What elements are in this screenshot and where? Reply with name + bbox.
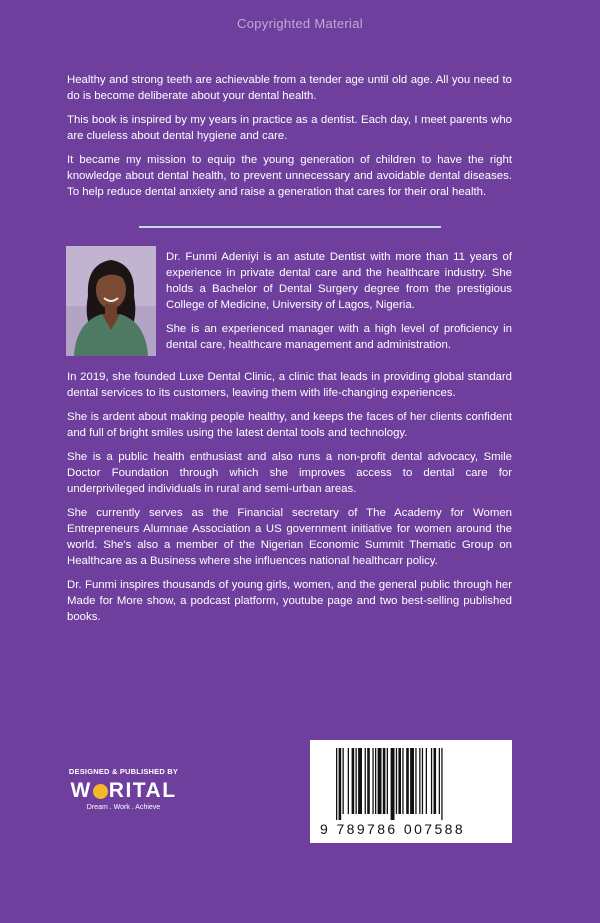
- bio-paragraph: Dr. Funmi Adeniyi is an astute Dentist with more than 11 years of experience in private dental care and the healthcare industry. She holds a Bachelor of Dental Surgery degree from the prestigious College of Medicine, University of Lagos, Nigeria.: [166, 251, 512, 311]
- smiley-logo-icon: [93, 784, 108, 799]
- author-photo: [66, 246, 156, 356]
- bio-paragraph: She is a public health enthusiast and also runs a non-profit dental advocacy, Smile Doctor Foundation through which she improves access to dental care for underprivileged individuals in rural and semi-urban areas.: [67, 451, 512, 495]
- isbn-number: 9 789786 007588: [320, 821, 465, 837]
- publisher-logo-left: W: [70, 779, 92, 802]
- author-bio-intro: [166, 249, 512, 361]
- publisher-block: [66, 767, 181, 811]
- intro-section: [67, 72, 512, 208]
- intro-paragraph: Healthy and strong teeth are achievable from a tender age until old age. All you need to do is become deliberate about your dental health.: [67, 74, 512, 102]
- intro-paragraph: This book is inspired by my years in practice as a dentist. Each day, I meet parents who are clueless about dental hygiene and care.: [67, 114, 512, 142]
- publisher-label: DESIGNED & PUBLISHED BY: [68, 767, 179, 776]
- publisher-logo-right: RITAL: [108, 779, 177, 802]
- bio-paragraph: She is ardent about making people healthy, and keeps the faces of her clients confident and full of bright smiles using the latest dental tools and technology.: [67, 411, 512, 439]
- bio-paragraph: In 2019, she founded Luxe Dental Clinic, a clinic that leads in providing global standard dental services to its customers, leaving them with life-changing experiences.: [67, 371, 512, 399]
- isbn-barcode: [310, 740, 512, 843]
- intro-paragraph: It became my mission to equip the young generation of children to have the right knowledge about dental health, to prevent unnecessary and avoidable dental diseases. To help reduce dental anxiety and raise a generation that cares for their oral health.: [67, 154, 512, 198]
- bio-paragraph: She is an experienced manager with a high level of proficiency in dental care, healthcare management and administration.: [166, 323, 512, 351]
- bio-paragraph: She currently serves as the Financial secretary of The Academy for Women Entrepreneurs Alumnae Association a US government initiative for women around the world. She's also a member of the Nigerian Economic Summit Thematic Group on Healthcare as a Business where she influences national healthcarr policy.: [67, 507, 512, 567]
- section-divider: [139, 226, 441, 228]
- copyright-watermark: Copyrighted Material: [237, 16, 363, 31]
- barcode-bars: [336, 748, 486, 820]
- publisher-tagline: Dream . Work . Achieve: [86, 804, 161, 811]
- publisher-logo: [66, 779, 181, 803]
- author-portrait-image: [66, 246, 156, 356]
- bio-paragraph: Dr. Funmi inspires thousands of young girls, women, and the general public through her Made for More show, a podcast platform, youtube page and two best-selling published books.: [67, 579, 512, 623]
- author-bio-body: [67, 369, 512, 633]
